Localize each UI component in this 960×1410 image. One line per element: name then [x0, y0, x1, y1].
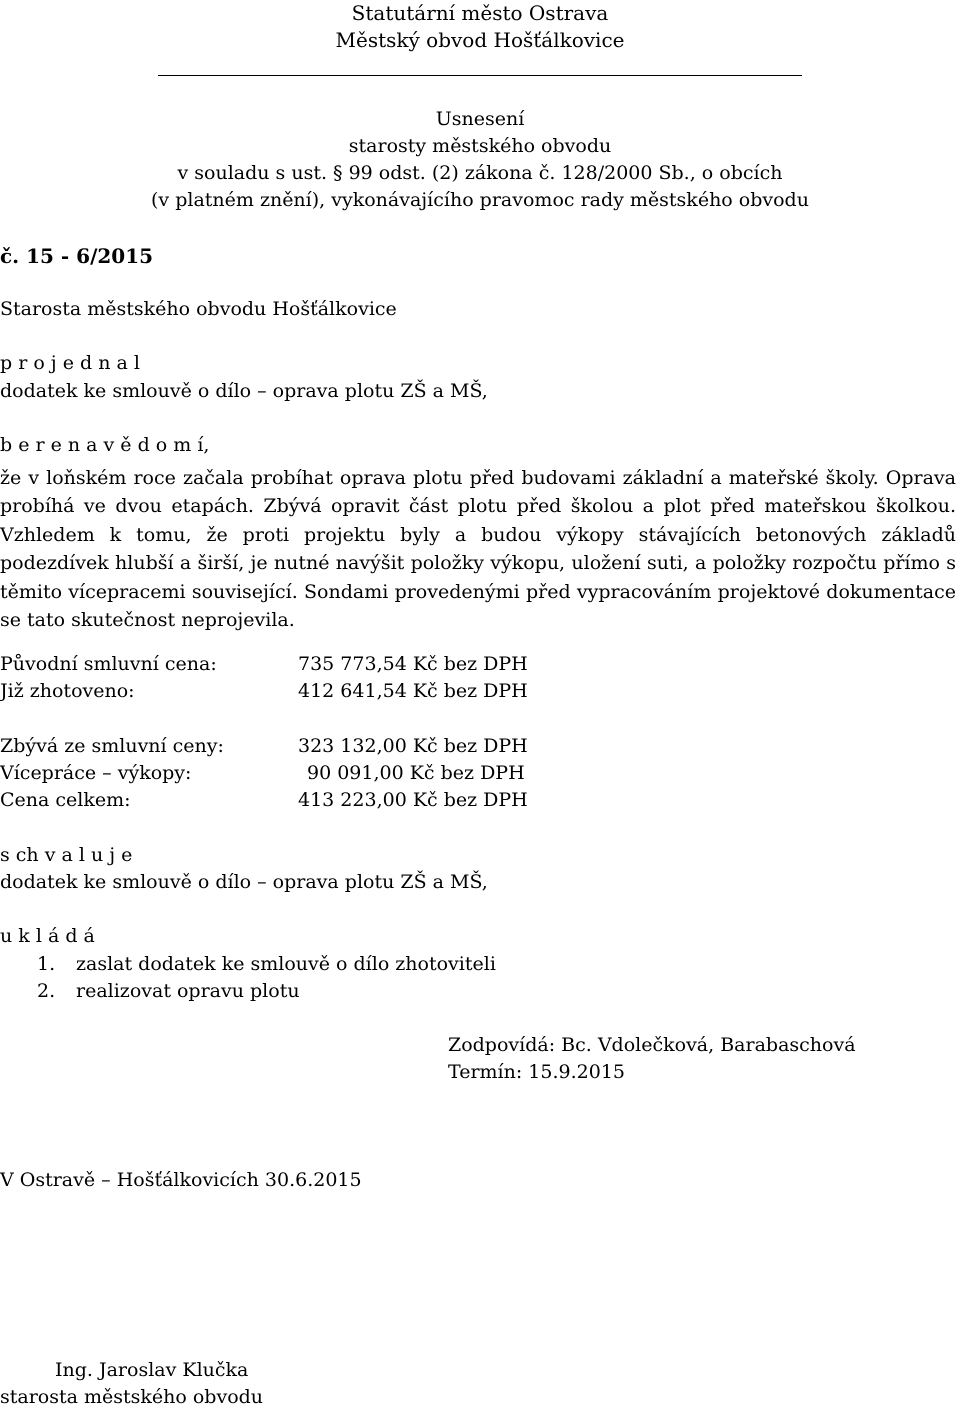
signatory-name: Ing. Jaroslav Klučka	[55, 1359, 249, 1381]
cost-value-remaining: 323 132,00 Kč bez DPH	[298, 735, 528, 757]
verb-notes: b e r e n a v ě d o m í,	[0, 434, 210, 456]
header-divider	[158, 75, 802, 76]
verb-orders: u k l á d á	[0, 925, 95, 947]
cost-label-total: Cena celkem:	[0, 789, 131, 811]
responsible-persons: Zodpovídá: Bc. Vdolečková, Barabaschová	[448, 1034, 856, 1056]
verb-approves: s ch v a l u j e	[0, 844, 133, 866]
task-text: realizovat opravu plotu	[76, 980, 300, 1002]
task-text: zaslat dodatek ke smlouvě o dílo zhotoviteli	[76, 953, 496, 975]
cost-label-remaining: Zbývá ze smluvní ceny:	[0, 735, 224, 757]
task-number: 2.	[37, 980, 56, 1002]
resolution-subtitle: starosty městského obvodu	[348, 135, 612, 157]
deadline: Termín: 15.9.2015	[448, 1061, 625, 1083]
cost-value-original: 735 773,54 Kč bez DPH	[298, 653, 528, 675]
discussed-subject: dodatek ke smlouvě o dílo – oprava plotu ZŠ a MŠ,	[0, 380, 488, 402]
cost-value-done: 412 641,54 Kč bez DPH	[298, 680, 528, 702]
cost-value-extra-work: 90 091,00 Kč bez DPH	[307, 762, 525, 784]
cost-label-original: Původní smluvní cena:	[0, 653, 217, 675]
approved-subject: dodatek ke smlouvě o dílo – oprava plotu ZŠ a MŠ,	[0, 871, 488, 893]
task-number: 1.	[37, 953, 56, 975]
signatory-title: starosta městského obvodu	[0, 1386, 264, 1408]
explanation-paragraph: že v loňském roce začala probíhat oprava plotu před budovami základní a mateřské školy. Oprava probíhá ve dvou etapách. Zbývá opravit část plotu před školou a plot před mateřskou školkou. Vzhledem k tomu, že proti projektu byly a budou výkopy stávajících betonových základů podezdívek hlubší a širší, je nutné navýšit položky výkopu, uložení suti, a položky rozpočtu přímo s těmito vícepracemi související. Sondami provedenými před vypracováním projektové dokumentace se tato skutečnost neprojevila.	[0, 467, 956, 632]
place-date: V Ostravě – Hošťálkovicích 30.6.2015	[0, 1169, 362, 1191]
legal-reference-line-2: (v platném znění), vykonávajícího pravomoc rady městského obvodu	[151, 189, 809, 211]
cost-value-total: 413 223,00 Kč bez DPH	[298, 789, 528, 811]
resolution-title: Usnesení	[435, 108, 525, 130]
actor: Starosta městského obvodu Hošťálkovice	[0, 298, 397, 320]
header-city: Statutární město Ostrava	[351, 1, 609, 25]
resolution-number: č. 15 - 6/2015	[0, 244, 154, 268]
cost-label-extra-work: Vícepráce – výkopy:	[0, 762, 192, 784]
header-district: Městský obvod Hošťálkovice	[335, 28, 625, 52]
cost-label-done: Již zhotoveno:	[0, 680, 135, 702]
legal-reference-line-1: v souladu s ust. § 99 odst. (2) zákona č. 128/2000 Sb., o obcích	[177, 162, 783, 184]
verb-discussed: p r o j e d n a l	[0, 352, 140, 374]
